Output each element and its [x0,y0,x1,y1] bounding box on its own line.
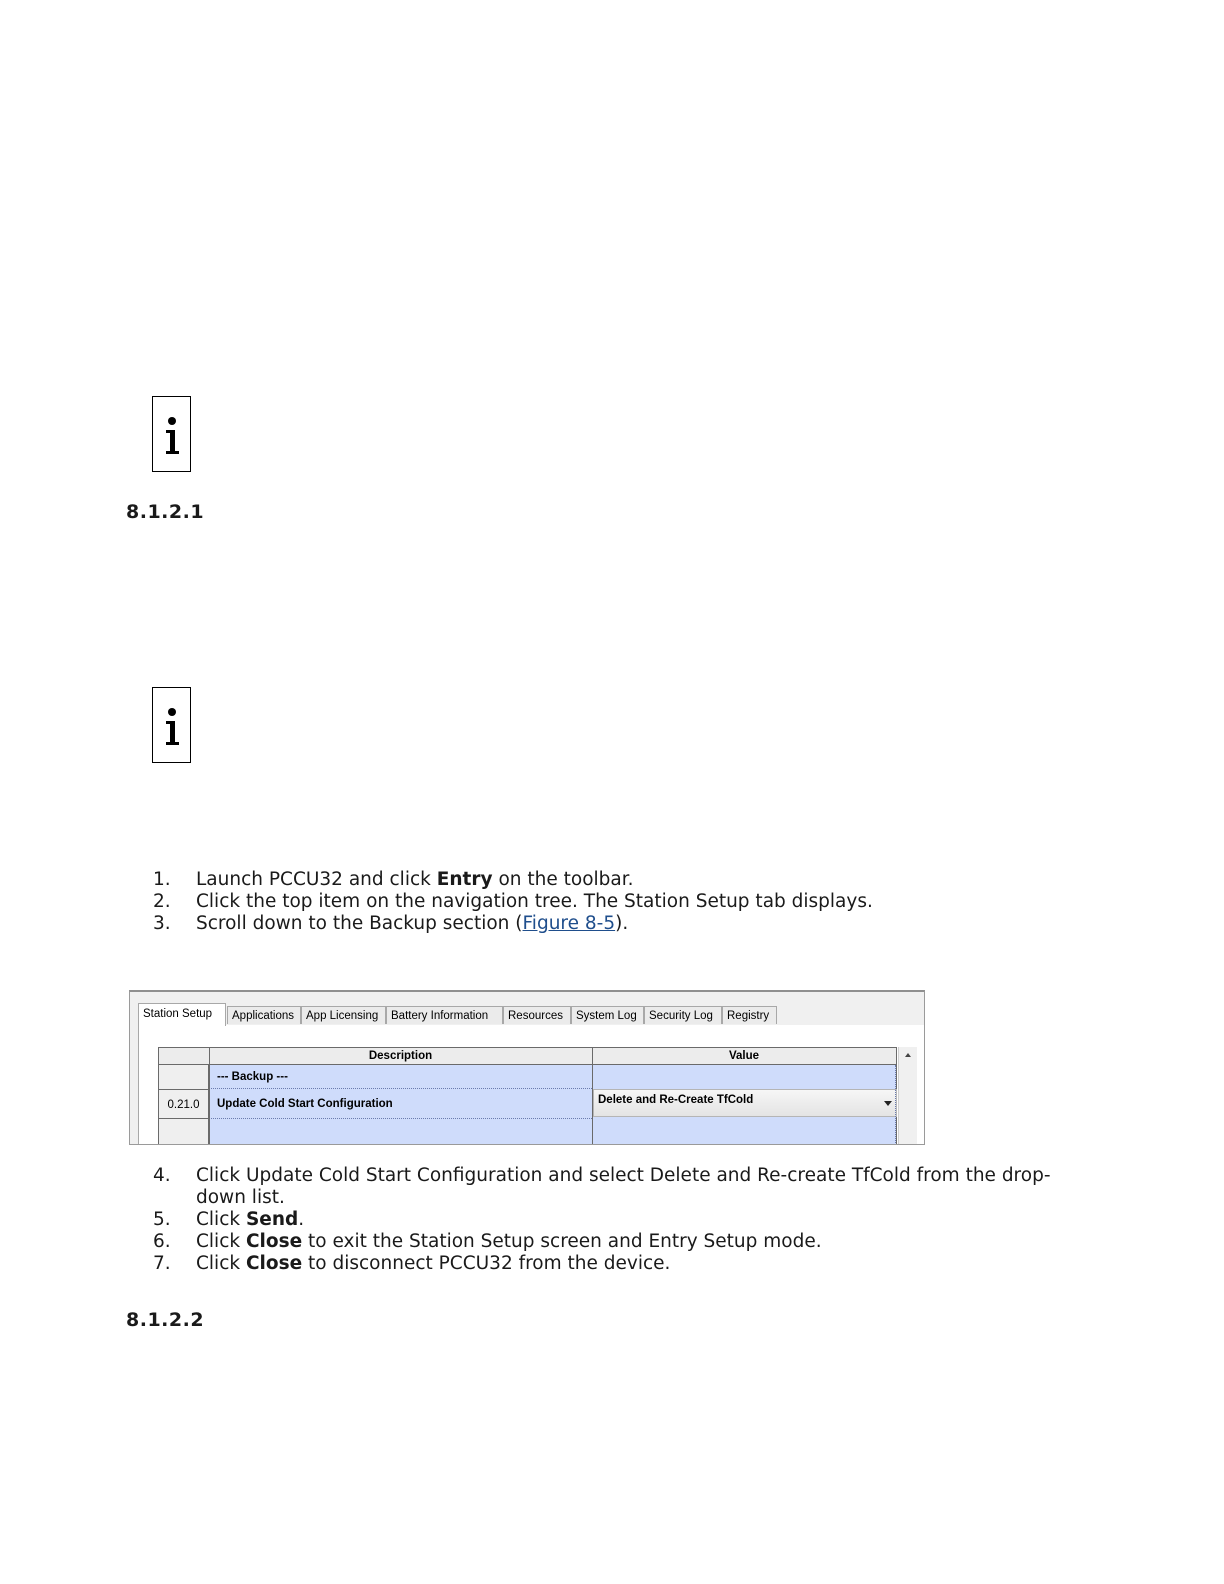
step-bold-term: Entry [436,869,493,890]
grid-edge [895,1065,896,1145]
column-header-description[interactable]: Description [209,1048,592,1065]
tab-applications[interactable]: Applications [227,1006,301,1024]
chevron-down-icon[interactable] [884,1101,892,1106]
tab-strip [138,1003,924,1026]
step-text: ). [615,913,629,934]
grid-cell-description[interactable]: --- Backup --- [209,1065,592,1089]
step-text: Click [196,1209,246,1230]
tab-resources[interactable]: Resources [503,1006,571,1024]
step-number: 5. [153,1209,171,1230]
list-item [153,1165,1093,1209]
list-item [153,1231,1093,1253]
info-icon [152,396,191,472]
tab-registry[interactable]: Registry [722,1006,777,1024]
scroll-up-icon[interactable] [905,1053,911,1057]
column-header-value[interactable]: Value [592,1048,896,1065]
station-setup-panel [138,1025,924,1144]
step-bold-term: Close [245,1253,303,1274]
tab-app-licensing[interactable]: App Licensing [301,1006,386,1024]
tab-system-log[interactable]: System Log [571,1006,644,1024]
step-number: 3. [153,913,171,934]
grid-scrollbar[interactable] [898,1047,917,1145]
procedure-steps-4-7 [153,1165,1093,1275]
grid-cell-description[interactable]: Update Cold Start Configuration [209,1089,592,1119]
step-bold-term: Send [245,1209,299,1230]
step-text: to disconnect PCCU32 from the device. [302,1253,671,1274]
step-number: 1. [153,869,171,890]
step-bold-term: Close [245,1231,303,1252]
list-item [153,913,1093,935]
section-heading-8-1-2-2: 8.1.2.2 [126,1309,205,1331]
step-text: . [298,1209,305,1230]
backup-grid [158,1047,897,1145]
tab-station-setup[interactable]: Station Setup [138,1003,226,1026]
step-number: 2. [153,891,171,912]
step-text: Launch PCCU32 and click [196,869,437,890]
procedure-steps-1-3 [153,869,1093,935]
cold-start-dropdown[interactable] [593,1089,897,1117]
station-setup-screenshot [129,990,925,1145]
list-item [153,869,1093,891]
row-id: 0.21.0 [159,1089,209,1119]
step-text: Click [196,1231,246,1252]
step-text: to exit the Station Setup screen and Entry Setup mode. [302,1231,822,1252]
row-id [159,1119,209,1145]
step-number: 6. [153,1231,171,1252]
step-number: 4. [153,1165,171,1186]
figure-link[interactable]: Figure 8-5 [522,913,616,934]
dropdown-selected-value: Delete and Re-Create TfCold [598,1094,754,1106]
list-item [153,1253,1093,1275]
row-id [159,1065,209,1089]
step-text: Click the top item on the navigation tree. The Station Setup tab displays. [196,891,873,912]
tab-security-log[interactable]: Security Log [644,1006,722,1024]
row-header-corner [159,1048,209,1065]
step-text: on the toolbar. [492,869,634,890]
list-item [153,1209,1093,1231]
step-text: Scroll down to the Backup section ( [196,913,523,934]
section-heading-8-1-2-1: 8.1.2.1 [126,501,205,523]
column-divider [209,1048,210,1145]
step-number: 7. [153,1253,171,1274]
step-text: Click Update Cold Start Configuration and select Delete and Re-create TfCold from the drop-down list. [196,1165,1051,1208]
info-icon [152,687,191,763]
step-text: Click [196,1253,246,1274]
tab-battery-information[interactable]: Battery Information [386,1006,503,1024]
list-item [153,891,1093,913]
